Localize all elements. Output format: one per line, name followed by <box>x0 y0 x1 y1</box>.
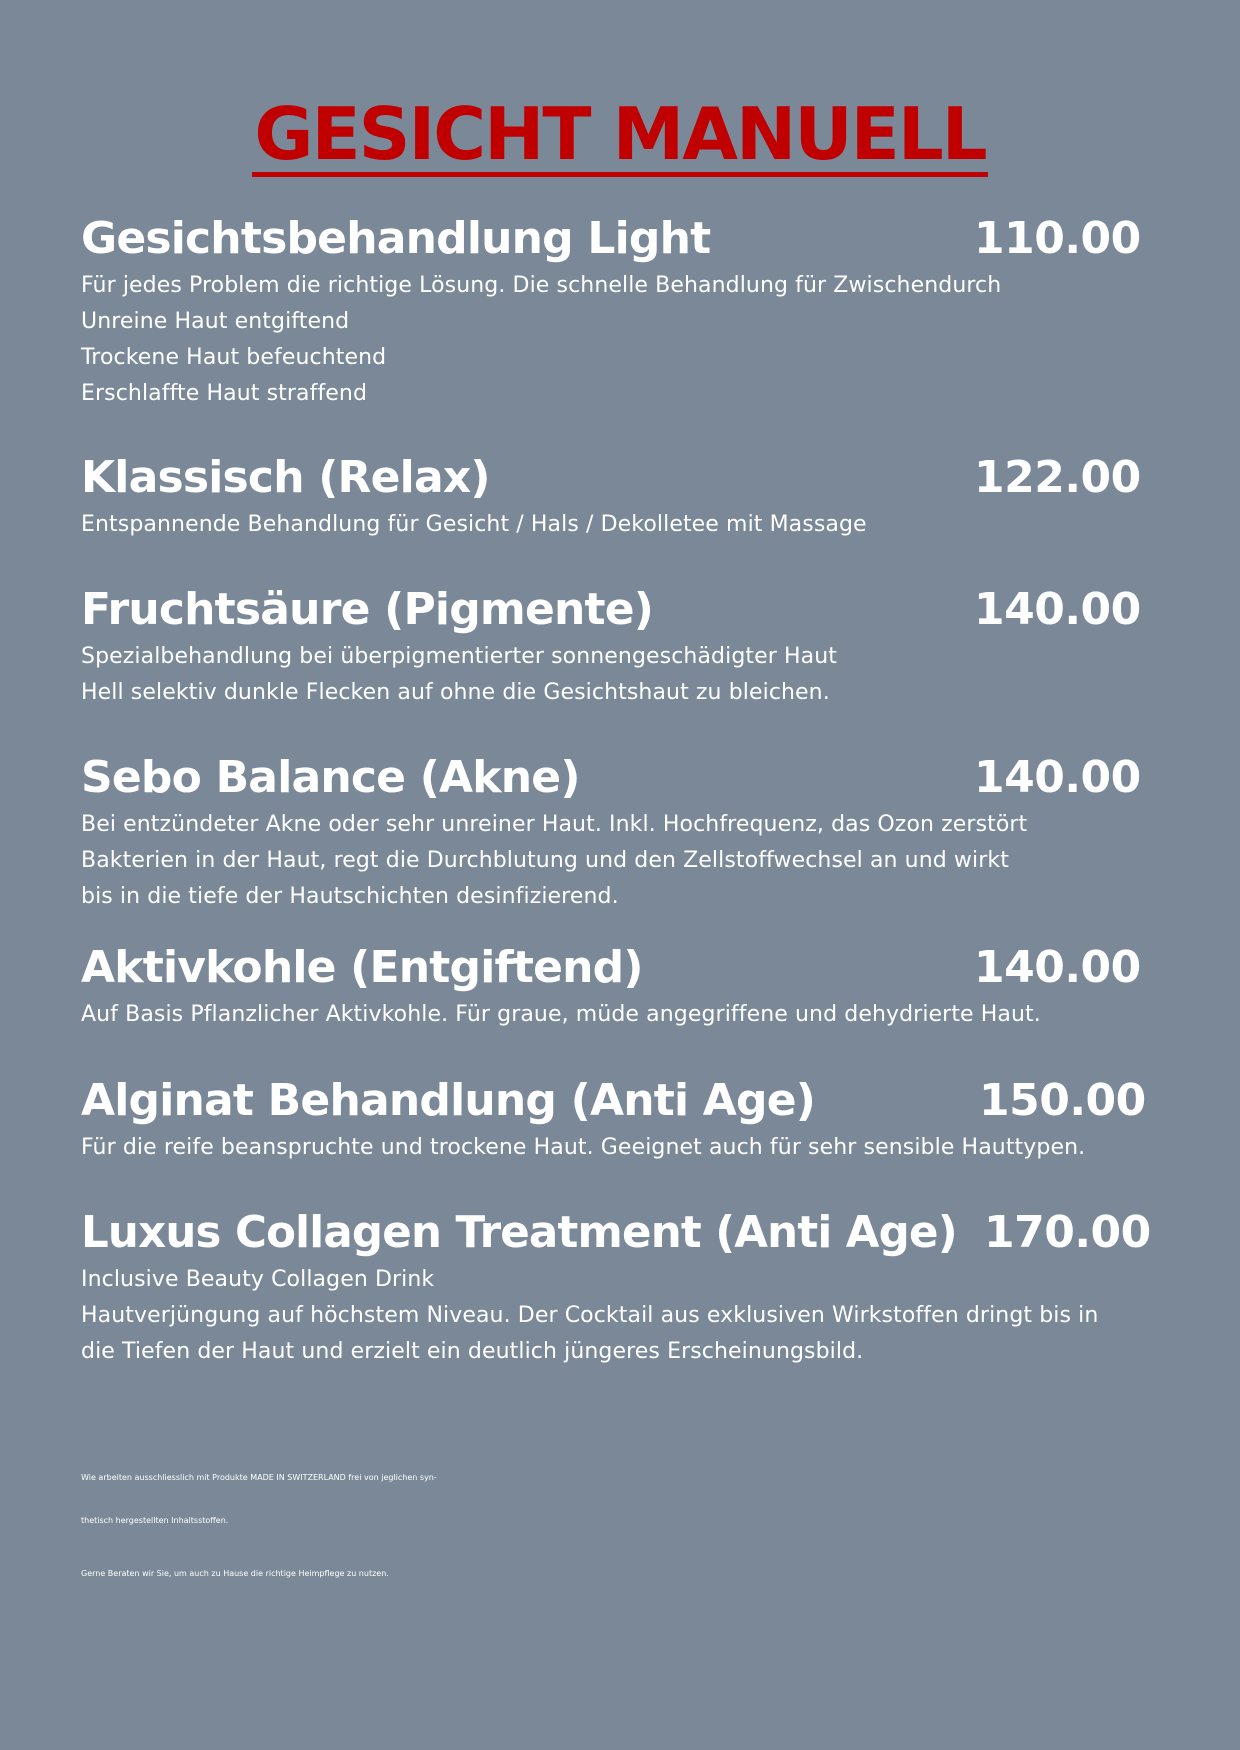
treatment-price: 140.00 <box>974 942 1141 993</box>
treatment-price: 170.00 <box>984 1207 1151 1258</box>
description-line: Spezialbehandlung bei überpigmentierter sonnengeschädigter Haut <box>81 644 837 669</box>
treatment-name: Klassisch (Relax) <box>81 452 490 503</box>
description-line: Hell selektiv dunkle Flecken auf ohne die Gesichtshaut zu bleichen. <box>81 680 830 705</box>
description-line: Für jedes Problem die richtige Lösung. Die schnelle Behandlung für Zwischendurch <box>81 273 1002 298</box>
description-line: Erschlaffte Haut straffend <box>81 381 368 406</box>
description-line: Unreine Haut entgiftend <box>81 309 350 334</box>
treatment-header <box>81 449 1161 507</box>
treatment-price: 150.00 <box>979 1075 1146 1126</box>
treatment-header <box>81 581 1161 639</box>
treatment-price: 110.00 <box>974 213 1141 264</box>
treatment-item-aktivkohle <box>81 939 1161 1033</box>
description-line: Entspannende Behandlung für Gesicht / Hals / Dekolletee mit Massage <box>81 512 867 537</box>
treatment-header <box>81 210 1161 268</box>
footer-line: Gerne Beraten wir Sie, um auch zu Hause die richtige Heimpflege zu nutzen. <box>81 1569 389 1578</box>
description-line: Hautverjüngung auf höchstem Niveau. Der Cocktail aus exklusiven Wirkstoffen dringt bis in <box>81 1303 1099 1328</box>
treatment-description <box>81 1262 1161 1370</box>
treatment-item-klassisch <box>81 449 1161 543</box>
description-line: Bei entzündeter Akne oder sehr unreiner Haut. Inkl. Hochfrequenz, das Ozon zerstört <box>81 812 1028 837</box>
treatment-description <box>81 1130 1161 1166</box>
treatment-description <box>81 639 1161 711</box>
treatment-header <box>81 939 1161 997</box>
treatment-header <box>81 1072 1161 1130</box>
description-line: die Tiefen der Haut und erzielt ein deutlich jüngeres Erscheinungsbild. <box>81 1339 864 1364</box>
treatment-name: Aktivkohle (Entgiftend) <box>81 942 643 993</box>
page-title <box>0 92 1240 177</box>
treatment-item-sebo-balance <box>81 749 1161 915</box>
footer-line: Wie arbeiten ausschliesslich mit Produkte MADE IN SWITZERLAND frei von jeglichen syn- <box>81 1473 437 1482</box>
description-line: Bakterien in der Haut, regt die Durchblutung und den Zellstoffwechsel an und wirkt <box>81 848 1009 873</box>
treatment-price: 122.00 <box>974 452 1141 503</box>
treatment-header <box>81 749 1161 807</box>
treatment-price: 140.00 <box>974 752 1141 803</box>
description-line: Inclusive Beauty Collagen Drink <box>81 1267 435 1292</box>
treatment-name: Alginat Behandlung (Anti Age) <box>81 1075 816 1126</box>
treatment-description <box>81 507 1161 543</box>
footer-line: thetisch hergestellten Inhaltsstoffen. <box>81 1516 229 1525</box>
description-line: Trockene Haut befeuchtend <box>81 345 387 370</box>
treatment-item-alginat <box>81 1072 1161 1166</box>
treatment-description <box>81 807 1161 915</box>
treatment-name: Sebo Balance (Akne) <box>81 752 580 803</box>
description-line: bis in die tiefe der Hautschichten desinfizierend. <box>81 884 619 909</box>
treatment-name: Fruchtsäure (Pigmente) <box>81 584 654 635</box>
treatment-item-luxus-collagen <box>81 1204 1161 1370</box>
treatment-name: Luxus Collagen Treatment (Anti Age) <box>81 1208 957 1258</box>
treatment-item-fruchtsaeure <box>81 581 1161 711</box>
footer-notes <box>81 1456 1171 1595</box>
treatment-item-light <box>81 210 1161 412</box>
treatment-name: Gesichtsbehandlung Light <box>81 213 711 264</box>
treatment-description <box>81 268 1161 412</box>
description-line: Auf Basis Pflanzlicher Aktivkohle. Für graue, müde angegriffene und dehydrierte Haut. <box>81 1002 1041 1027</box>
page-title-text: GESICHT MANUELL <box>254 92 986 176</box>
treatment-price: 140.00 <box>974 584 1141 635</box>
treatment-header <box>81 1204 1161 1262</box>
treatment-description <box>81 997 1161 1033</box>
description-line: Für die reife beanspruchte und trockene Haut. Geeignet auch für sehr sensible Hauttypen. <box>81 1135 1086 1160</box>
